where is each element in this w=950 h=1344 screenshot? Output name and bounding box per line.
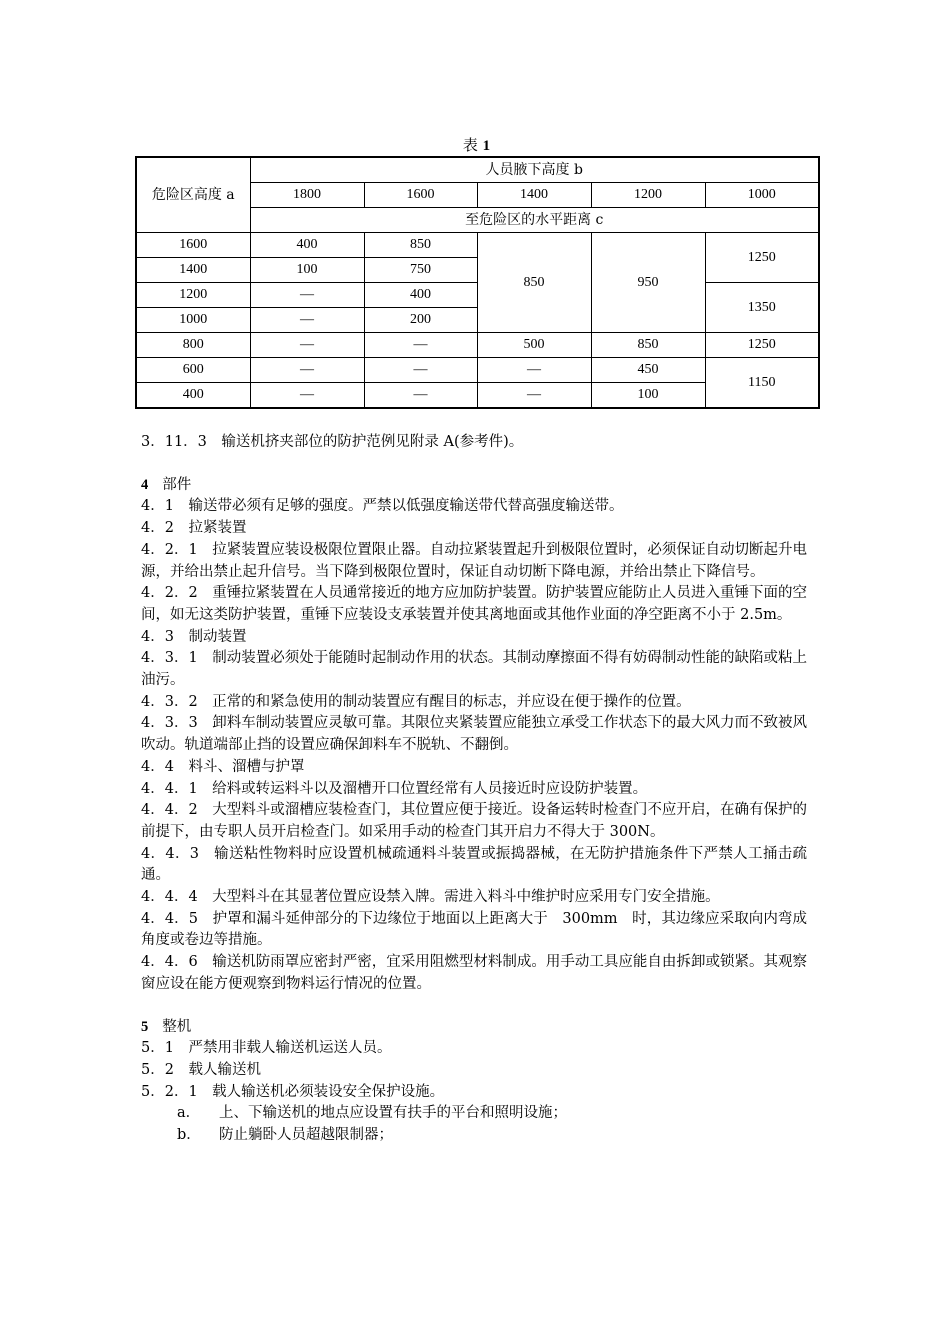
list-label: b． (177, 1127, 201, 1144)
merged-cell: 850 (477, 233, 591, 333)
merged-cell: 1150 (705, 358, 819, 409)
merged-cell: 1250 (705, 233, 819, 283)
cell: 750 (364, 258, 477, 283)
clause-4-3-2: 4．3．2 正常的和紧急使用的制动装置应有醒目的标志，并应设在便于操作的位置。 (141, 693, 691, 710)
col-header-1400: 1400 (477, 183, 591, 208)
table-row (136, 233, 819, 258)
cell: 850 (364, 233, 477, 258)
cell: 850 (591, 333, 705, 358)
row-header-cell: 危险区高度 a (136, 157, 250, 233)
col-header-1200: 1200 (591, 183, 705, 208)
cell: — (477, 383, 591, 409)
cell: — (250, 308, 364, 333)
list-item-b (141, 1125, 807, 1147)
table-caption-number: 1 (482, 138, 491, 154)
distance-table (135, 156, 820, 409)
cell: — (250, 358, 364, 383)
cell: — (250, 283, 364, 308)
clause-3-11-3: 3．11．3 输送机挤夹部位的防护范例见附录 A(参考件)。 (141, 434, 524, 450)
list-text: 上、下输送机的地点应设置有扶手的平台和照明设施； (219, 1105, 567, 1122)
group-header-cell: 人员腋下高度 b (250, 157, 819, 183)
table-header-row (136, 157, 819, 183)
clause-4-3: 4．3 制动装置 (141, 628, 247, 645)
cell: 450 (591, 358, 705, 383)
clause-4-4: 4．4 料斗、溜槽与护罩 (141, 758, 305, 775)
clause-4-4-3: 4．4．3 输送粘性物料时应设置机械疏通料斗装置或振捣器械，在无防护措施条件下严禁人工捅击疏通。 (141, 845, 807, 884)
cell-a: 400 (136, 383, 250, 409)
col-header-1000: 1000 (705, 183, 819, 208)
section-number: 4 (141, 476, 149, 493)
clause-4-1: 4．1 输送带必须有足够的强度。严禁以低强度输送带代替高强度输送带。 (141, 498, 624, 515)
clause-4-4-4: 4．4．4 大型料斗在其显著位置应设禁入牌。需进入料斗中维护时应采用专门安全措施。 (141, 889, 720, 906)
table-caption-prefix: 表 (462, 136, 478, 154)
cell-a: 1600 (136, 233, 250, 258)
clause-4-3-3: 4．3．3 卸料车制动装置应灵敏可靠。其限位夹紧装置应能独立承受工作状态下的最大风力而不致被风吹动。轨道端部止挡的设置应确保卸料车不脱轨、不翻倒。 (141, 715, 807, 754)
cell: 100 (591, 383, 705, 409)
body-text (141, 432, 807, 1147)
cell-a: 800 (136, 333, 250, 358)
clause-5-2-1: 5．2．1 载人输送机必须装设安全保护设施。 (141, 1083, 445, 1100)
cell: — (250, 333, 364, 358)
clause-4-4-5: 4．4．5 护罩和漏斗延伸部分的下边缘位于地面以上距离大于 300mm 时，其边缘应采取向内弯成角度或卷边等措施。 (141, 910, 807, 949)
cell: — (364, 333, 477, 358)
section-4-heading (141, 475, 807, 497)
table-row (136, 333, 819, 358)
cell-a: 600 (136, 358, 250, 383)
cell: 400 (364, 283, 477, 308)
cell-a: 1000 (136, 308, 250, 333)
clause-4-4-1: 4．4．1 给料或转运料斗以及溜槽开口位置经常有人员接近时应设防护装置。 (141, 780, 648, 797)
clause-4-2: 4．2 拉紧装置 (141, 520, 247, 537)
list-text: 防止躺卧人员超越限制器； (219, 1127, 393, 1144)
list-label: a． (177, 1105, 201, 1122)
cell: 200 (364, 308, 477, 333)
cell: — (364, 383, 477, 409)
clause-5-2: 5．2 载人输送机 (141, 1061, 261, 1078)
cell: 1250 (705, 333, 819, 358)
cell: — (477, 358, 591, 383)
sub-header-cell: 至危险区的水平距离 c (250, 208, 819, 233)
table-row (136, 358, 819, 383)
clause-4-4-2: 4．4．2 大型料斗或溜槽应装检查门，其位置应便于接近。设备运转时检查门不应开启，在确有保护的前提下，由专职人员开启检查门。如采用手动的检查门其开启力不得大于 300N。 (141, 802, 807, 840)
clause-4-4-6: 4．4．6 输送机防雨罩应密封严密，宜采用阻燃型材料制成。用手动工具应能自由拆卸或锁紧。其观察窗应设在能方便观察到物料运行情况的位置。 (141, 954, 807, 992)
cell-a: 1400 (136, 258, 250, 283)
col-header-1800: 1800 (250, 183, 364, 208)
table-caption (135, 136, 818, 155)
clause-5-1: 5．1 严禁用非载人输送机运送人员。 (141, 1040, 392, 1057)
merged-cell: 950 (591, 233, 705, 333)
merged-cell: 1350 (705, 283, 819, 333)
clause-4-2-2: 4．2．2 重锤拉紧装置在人员通常接近的地方应加防护装置。防护装置应能防止人员进入重锤下面的空间，如无这类防护装置，重锤下应装设支承装置并使其离地面或其他作业面的净空距离不小于 2.5m。 (141, 585, 807, 623)
section-title: 部件 (162, 476, 192, 493)
cell: 400 (250, 233, 364, 258)
cell: — (364, 358, 477, 383)
list-item-a (141, 1103, 807, 1125)
clause-4-3-1: 4．3．1 制动装置必须处于能随时起制动作用的状态。其制动摩擦面不得有妨碍制动性能的缺陷或粘上油污。 (141, 650, 807, 689)
clause-4-2-1: 4．2．1 拉紧装置应装设极限位置限止器。自动拉紧装置起升到极限位置时，必须保证自动切断起升电源，并给出禁止起升信号。当下降到极限位置时，保证自动切断下降电源，并给出禁止下降信号。 (141, 541, 807, 580)
cell: 500 (477, 333, 591, 358)
section-number: 5 (141, 1018, 149, 1035)
cell: 100 (250, 258, 364, 283)
cell-a: 1200 (136, 283, 250, 308)
section-title: 整机 (162, 1018, 192, 1035)
cell: — (250, 383, 364, 409)
section-5-heading (141, 1017, 807, 1039)
col-header-1600: 1600 (364, 183, 477, 208)
